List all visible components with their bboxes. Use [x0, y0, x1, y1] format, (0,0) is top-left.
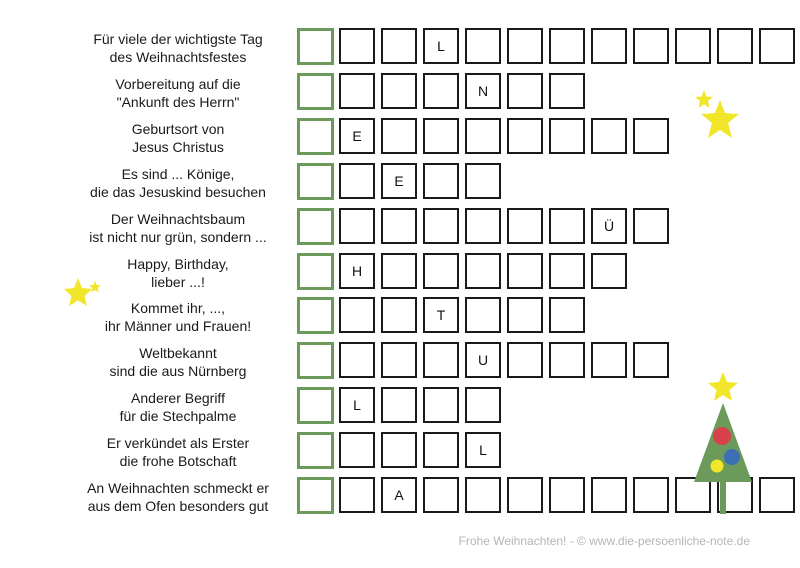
letter-cell[interactable]	[423, 208, 459, 244]
stars-left-icon	[60, 276, 108, 310]
clue-line: Happy, Birthday,	[127, 255, 229, 272]
letter-cell[interactable]	[507, 118, 543, 154]
letter-cell[interactable]	[339, 477, 375, 513]
clue-line: Geburtsort von	[131, 120, 225, 137]
letter-cell[interactable]: Ü	[591, 208, 627, 244]
solution-letter-cell[interactable]	[297, 477, 334, 514]
tree-star-icon	[708, 372, 738, 401]
letter-cell[interactable]	[465, 297, 501, 333]
solution-letter-cell[interactable]	[297, 297, 334, 334]
letter-cell[interactable]	[381, 253, 417, 289]
clue-line: Jesus Christus	[132, 138, 224, 155]
letter-cell[interactable]	[381, 342, 417, 378]
letter-cell[interactable]	[423, 163, 459, 199]
letter-cell[interactable]	[339, 297, 375, 333]
clue-line: sind die aus Nürnberg	[109, 363, 247, 380]
letter-cell[interactable]	[591, 477, 627, 513]
solution-letter-cell[interactable]	[297, 118, 334, 155]
letter-cell[interactable]	[423, 118, 459, 154]
letter-cell[interactable]: N	[465, 73, 501, 109]
clue-text	[60, 120, 296, 156]
solution-letter-cell[interactable]	[297, 28, 334, 65]
letter-cell[interactable]	[465, 387, 501, 423]
letter-cell[interactable]	[339, 28, 375, 64]
letter-cell[interactable]	[633, 477, 669, 513]
letter-cell[interactable]	[465, 118, 501, 154]
letter-cell[interactable]	[507, 28, 543, 64]
letter-cell[interactable]	[549, 28, 585, 64]
puzzle-row	[0, 253, 800, 293]
puzzle-row	[0, 477, 800, 517]
letter-cell[interactable]: E	[381, 163, 417, 199]
clue-line: aus dem Ofen besonders gut	[87, 498, 269, 514]
letter-cell[interactable]	[465, 28, 501, 64]
letter-cell[interactable]	[549, 73, 585, 109]
clue-line: die frohe Botschaft	[119, 453, 237, 470]
letter-cell[interactable]	[507, 342, 543, 378]
small-star-icon	[89, 281, 101, 293]
clue-line: ihr Männer und Frauen!	[104, 318, 252, 335]
clue-text	[60, 344, 296, 380]
clue-line: die das Jesuskind besuchen	[90, 183, 266, 200]
solution-letter-cell[interactable]	[297, 253, 334, 290]
letter-cell[interactable]	[549, 208, 585, 244]
letter-cell[interactable]: L	[423, 28, 459, 64]
letter-cell[interactable]	[633, 28, 669, 64]
puzzle-row	[0, 297, 800, 337]
clue-text	[60, 210, 296, 246]
letter-cell[interactable]	[465, 208, 501, 244]
solution-letter-cell[interactable]	[297, 342, 334, 379]
clue-line: Der Weihnachtsbaum	[110, 210, 246, 227]
clue-text	[60, 165, 296, 201]
letter-cell[interactable]	[591, 118, 627, 154]
letter-cell[interactable]	[381, 28, 417, 64]
letter-cell[interactable]	[423, 342, 459, 378]
clue-line: Für viele der wichtigste Tag	[93, 31, 263, 47]
letter-cell[interactable]	[381, 432, 417, 468]
puzzle-row	[0, 432, 800, 472]
clue-line: des Weihnachtsfestes	[109, 49, 247, 65]
puzzle-row	[0, 118, 800, 158]
letter-cell[interactable]	[507, 253, 543, 289]
puzzle-row	[0, 387, 800, 427]
letter-cell[interactable]	[381, 387, 417, 423]
letter-cell[interactable]	[423, 73, 459, 109]
clue-line: Es sind ... Könige,	[121, 165, 235, 182]
letter-cell[interactable]: A	[381, 477, 417, 513]
solution-letter-cell[interactable]	[297, 73, 334, 110]
solution-letter-cell[interactable]	[297, 208, 334, 245]
solution-letter-cell[interactable]	[297, 163, 334, 200]
clue-text	[60, 30, 296, 66]
letter-cell[interactable]	[465, 253, 501, 289]
letter-cell[interactable]	[549, 477, 585, 513]
letter-cell[interactable]	[675, 28, 711, 64]
clue-text	[60, 434, 296, 470]
letter-cell[interactable]	[339, 73, 375, 109]
letter-cell[interactable]	[507, 208, 543, 244]
letter-cell[interactable]	[717, 28, 753, 64]
clue-line: An Weihnachten schmeckt er	[87, 480, 269, 496]
clue-line: für die Stechpalme	[119, 408, 237, 425]
letter-cell[interactable]	[549, 297, 585, 333]
letter-cell[interactable]	[633, 208, 669, 244]
stars-top-right-icon	[690, 88, 750, 152]
letter-cell[interactable]	[591, 28, 627, 64]
letter-cell[interactable]	[633, 118, 669, 154]
clue-line: ist nicht nur grün, sondern ...	[89, 228, 267, 245]
clue-text	[60, 389, 296, 425]
letter-cell[interactable]	[549, 118, 585, 154]
clue-text	[60, 75, 296, 111]
clue-line: Anderer Begriff	[131, 390, 225, 407]
letter-cell[interactable]: E	[339, 118, 375, 154]
letter-cell[interactable]	[381, 73, 417, 109]
letter-cell[interactable]	[423, 253, 459, 289]
letter-cell[interactable]	[381, 118, 417, 154]
letter-cell[interactable]	[549, 342, 585, 378]
letter-cell[interactable]	[507, 73, 543, 109]
letter-cell[interactable]	[465, 163, 501, 199]
clue-line: Weltbekannt	[139, 345, 217, 362]
solution-letter-cell[interactable]	[297, 387, 334, 424]
blue-ornament	[724, 449, 740, 465]
puzzle-row	[0, 163, 800, 203]
letter-cell[interactable]	[465, 477, 501, 513]
letter-cell[interactable]	[381, 297, 417, 333]
letter-cell[interactable]	[591, 342, 627, 378]
puzzle-row	[0, 28, 800, 68]
letter-cell[interactable]: U	[465, 342, 501, 378]
letter-cell[interactable]	[507, 477, 543, 513]
letter-cell[interactable]	[759, 28, 795, 64]
letter-cell[interactable]	[549, 253, 585, 289]
clue-text	[60, 479, 296, 515]
large-star-icon	[64, 278, 92, 306]
letter-cell[interactable]: T	[423, 297, 459, 333]
letter-cell[interactable]	[339, 342, 375, 378]
clue-line: lieber ...!	[151, 273, 205, 290]
solution-letter-cell[interactable]	[297, 432, 334, 469]
letter-cell[interactable]	[339, 208, 375, 244]
letter-cell[interactable]	[759, 477, 795, 513]
letter-cell[interactable]: H	[339, 253, 375, 289]
footer-credit: Frohe Weihnachten! - © www.die-persoenliche-note.de	[458, 534, 750, 548]
letter-cell[interactable]	[507, 297, 543, 333]
small-star-icon	[695, 90, 713, 108]
clue-line: Vorbereitung auf die	[115, 75, 241, 92]
letter-cell[interactable]: L	[465, 432, 501, 468]
christmas-tree-icon	[690, 370, 756, 516]
letter-cell[interactable]: L	[339, 387, 375, 423]
letter-cell[interactable]	[423, 432, 459, 468]
letter-cell[interactable]	[633, 342, 669, 378]
puzzle-row	[0, 342, 800, 382]
letter-cell[interactable]	[339, 432, 375, 468]
tree-trunk	[720, 482, 726, 514]
letter-cell[interactable]	[423, 477, 459, 513]
puzzle-row	[0, 208, 800, 248]
red-ornament	[713, 427, 731, 445]
clue-line: Kommet ihr, ...,	[130, 300, 226, 317]
puzzle-row	[0, 73, 800, 113]
letter-cell[interactable]	[381, 208, 417, 244]
yellow-ornament	[711, 460, 724, 473]
clue-line: "Ankunft des Herrn"	[116, 93, 240, 110]
letter-cell[interactable]	[423, 387, 459, 423]
clue-line: Er verkündet als Erster	[106, 435, 250, 452]
letter-cell[interactable]	[591, 253, 627, 289]
letter-cell[interactable]	[339, 163, 375, 199]
